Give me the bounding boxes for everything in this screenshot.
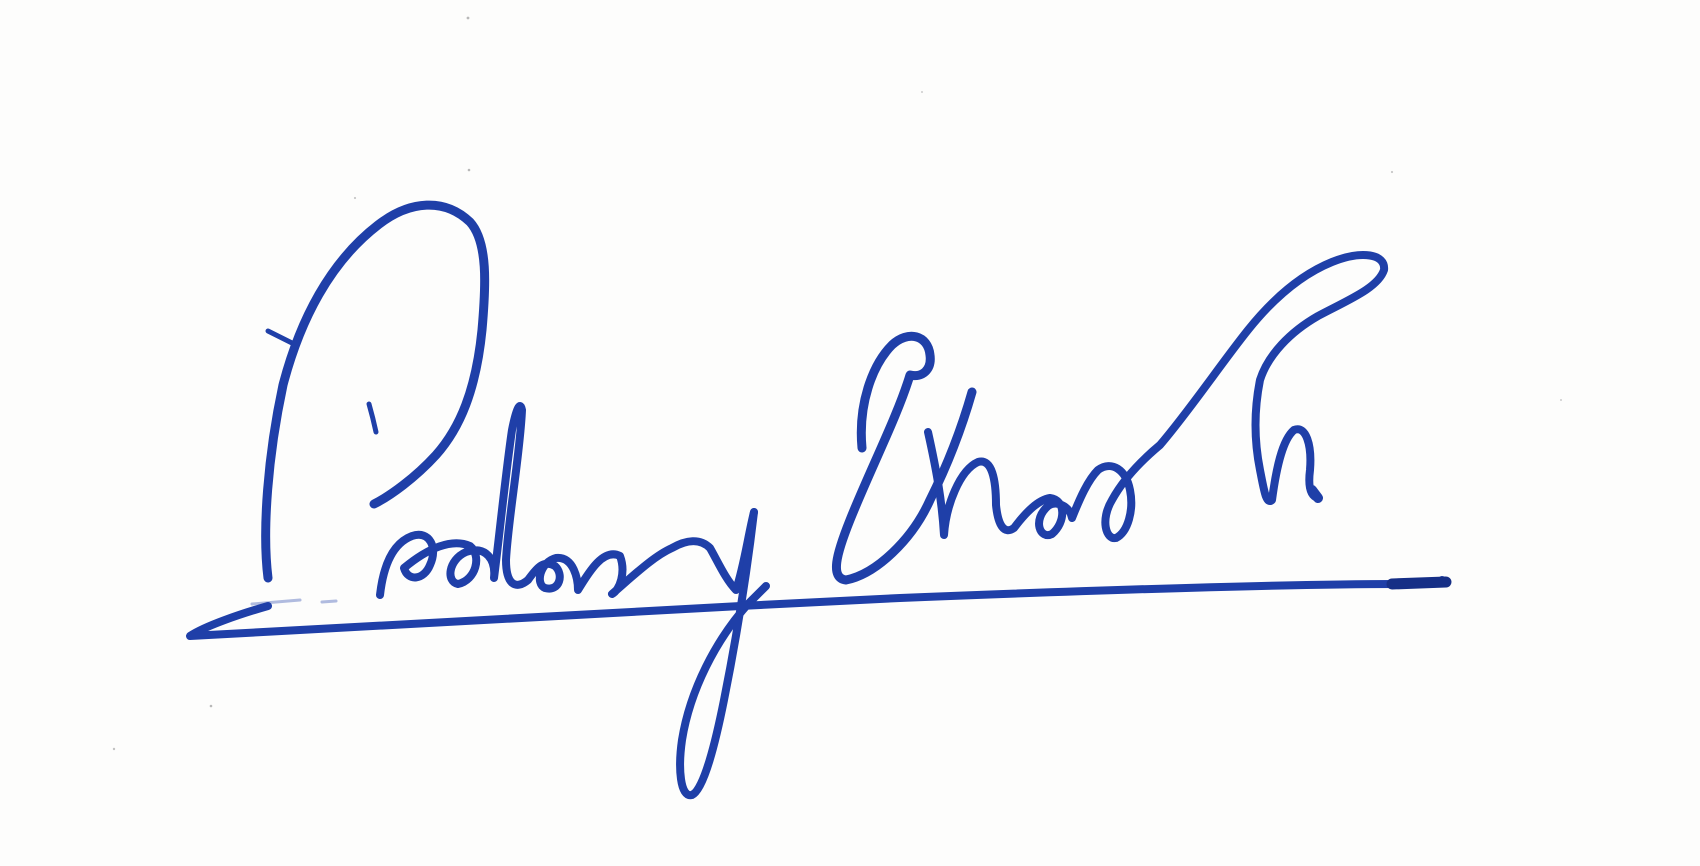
underline-skip-stroke [252,600,336,604]
underline-end-stroke [1392,582,1446,584]
letter-y-descender-stroke [680,512,766,795]
lead-tick-stroke [268,331,294,344]
paper-speck [921,91,923,93]
end-blob-stroke [1312,490,1318,498]
paper-speck [468,169,471,172]
paper-specks [113,17,1562,751]
paper-speck [1391,171,1393,173]
signature-strokes [190,205,1446,795]
paper-speck [1560,399,1562,401]
paper-speck [354,197,356,199]
p-inner-tick-stroke [369,404,376,432]
letters-ralay-stroke [380,406,754,595]
letter-g-stroke [836,336,972,580]
paper-speck [467,17,470,20]
letter-p-stroke [266,205,485,578]
paper-speck [113,748,115,750]
paper-speck [210,705,213,708]
